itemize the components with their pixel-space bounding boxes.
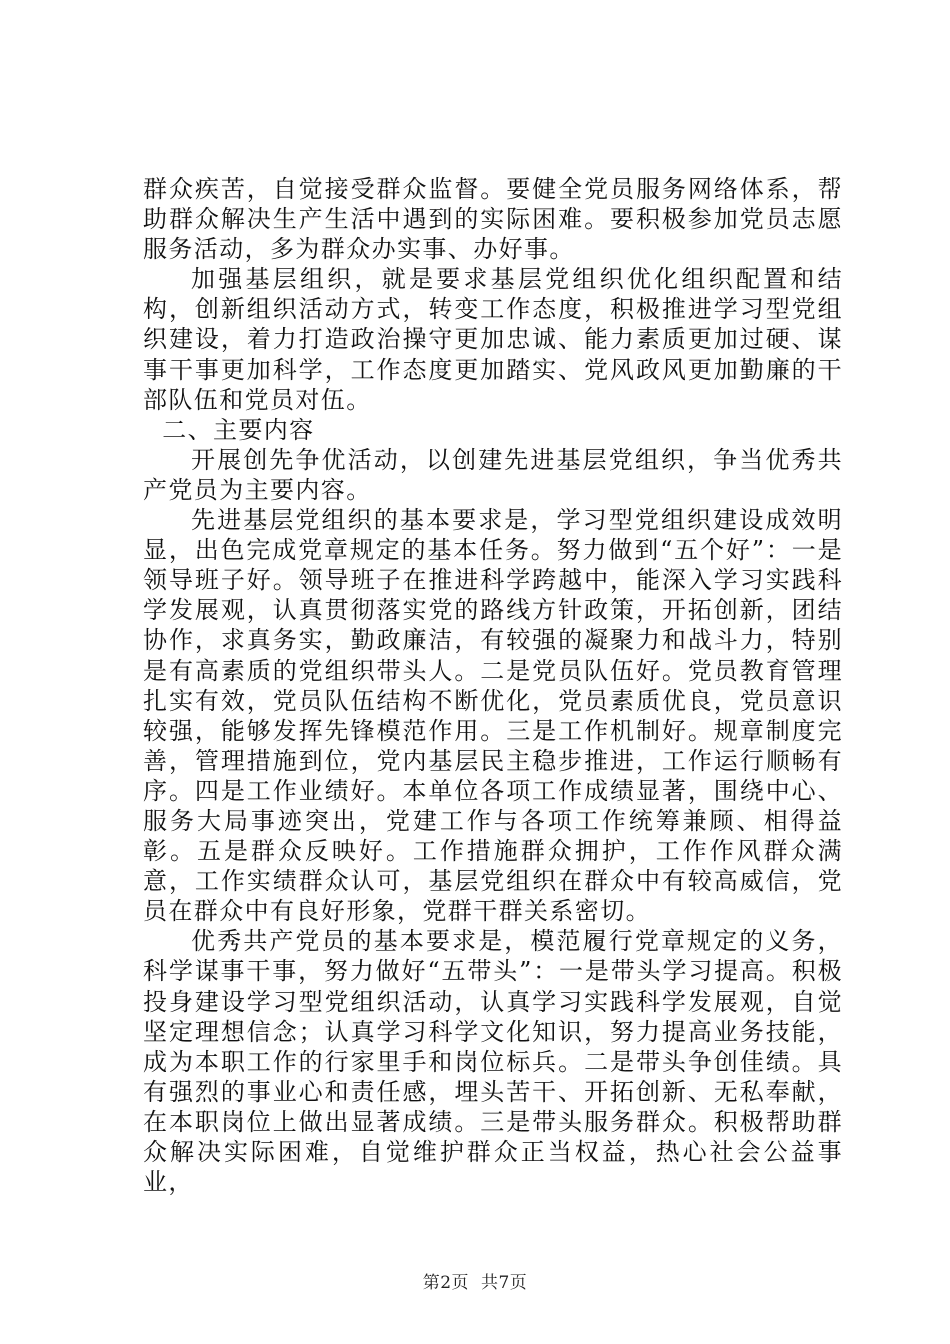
paragraph: 优秀共产党员的基本要求是，模范履行党章规定的义务，科学谋事干事，努力做好“五带头”：一是带头学习提高。积极投身建设学习型党组织活动，认真学习实践科学发展观，自觉坚定理想信念；认真学习科学文化知识，努力提高业务技能，成为本职工作的行家里手和岗位标兵。二是带头争创佳绩。具有强烈的事业心和责任感，埋头苦干、开拓创新、无私奉献，在本职岗位上做出显著成绩。三是带头服务群众。积极帮助群众解决实际困难，自觉维护群众正当权益，热心社会公益事业， bbox=[143, 927, 843, 1197]
paragraph: 加强基层组织，就是要求基层党组织优化组织配置和结构，创新组织活动方式，转变工作态度，积极推进学习型党组织建设，着力打造政治操守更加忠诚、能力素质更加过硬、谋事干事更加科学，工作态度更加踏实、党风政风更加勤廉的干部队伍和党员对伍。 bbox=[143, 265, 843, 414]
current-page-number: 第2页 bbox=[422, 1273, 470, 1293]
paragraph: 开展创先争优活动，以创建先进基层党组织，争当优秀共产党员为主要内容。 bbox=[143, 445, 843, 504]
document-body bbox=[143, 174, 843, 1197]
paragraph: 群众疾苦，自觉接受群众监督。要健全党员服务网络体系，帮助群众解决生产生活中遇到的实际困难。要积极参加党员志愿服务活动，多为群众办实事、办好事。 bbox=[143, 175, 843, 264]
page-footer bbox=[0, 1268, 950, 1293]
paragraph: 先进基层党组织的基本要求是，学习型党组织建设成效明显，出色完成党章规定的基本任务。努力做到“五个好”：一是领导班子好。领导班子在推进科学跨越中，能深入学习实践科学发展观，认真贯彻落实党的路线方针政策，开拓创新，团结协作，求真务实，勤政廉洁，有较强的凝聚力和战斗力，特别是有高素质的党组织带头人。二是党员队伍好。党员教育管理扎实有效，党员队伍结构不断优化，党员素质优良，党员意识较强，能够发挥先锋模范作用。三是工作机制好。规章制度完善，管理措施到位，党内基层民主稳步推进，工作运行顺畅有序。四是工作业绩好。本单位各项工作成绩显著，围绕中心、服务大局事迹突出，党建工作与各项工作统筹兼顾、相得益彰。五是群众反映好。工作措施群众拥护，工作作风群众满意，工作实绩群众认可，基层党组织在群众中有较高威信，党员在群众中有良好形象，党群干群关系密切。 bbox=[143, 506, 843, 926]
section-heading: 二、主要内容 bbox=[162, 415, 315, 444]
total-pages: 共7页 bbox=[480, 1273, 528, 1293]
